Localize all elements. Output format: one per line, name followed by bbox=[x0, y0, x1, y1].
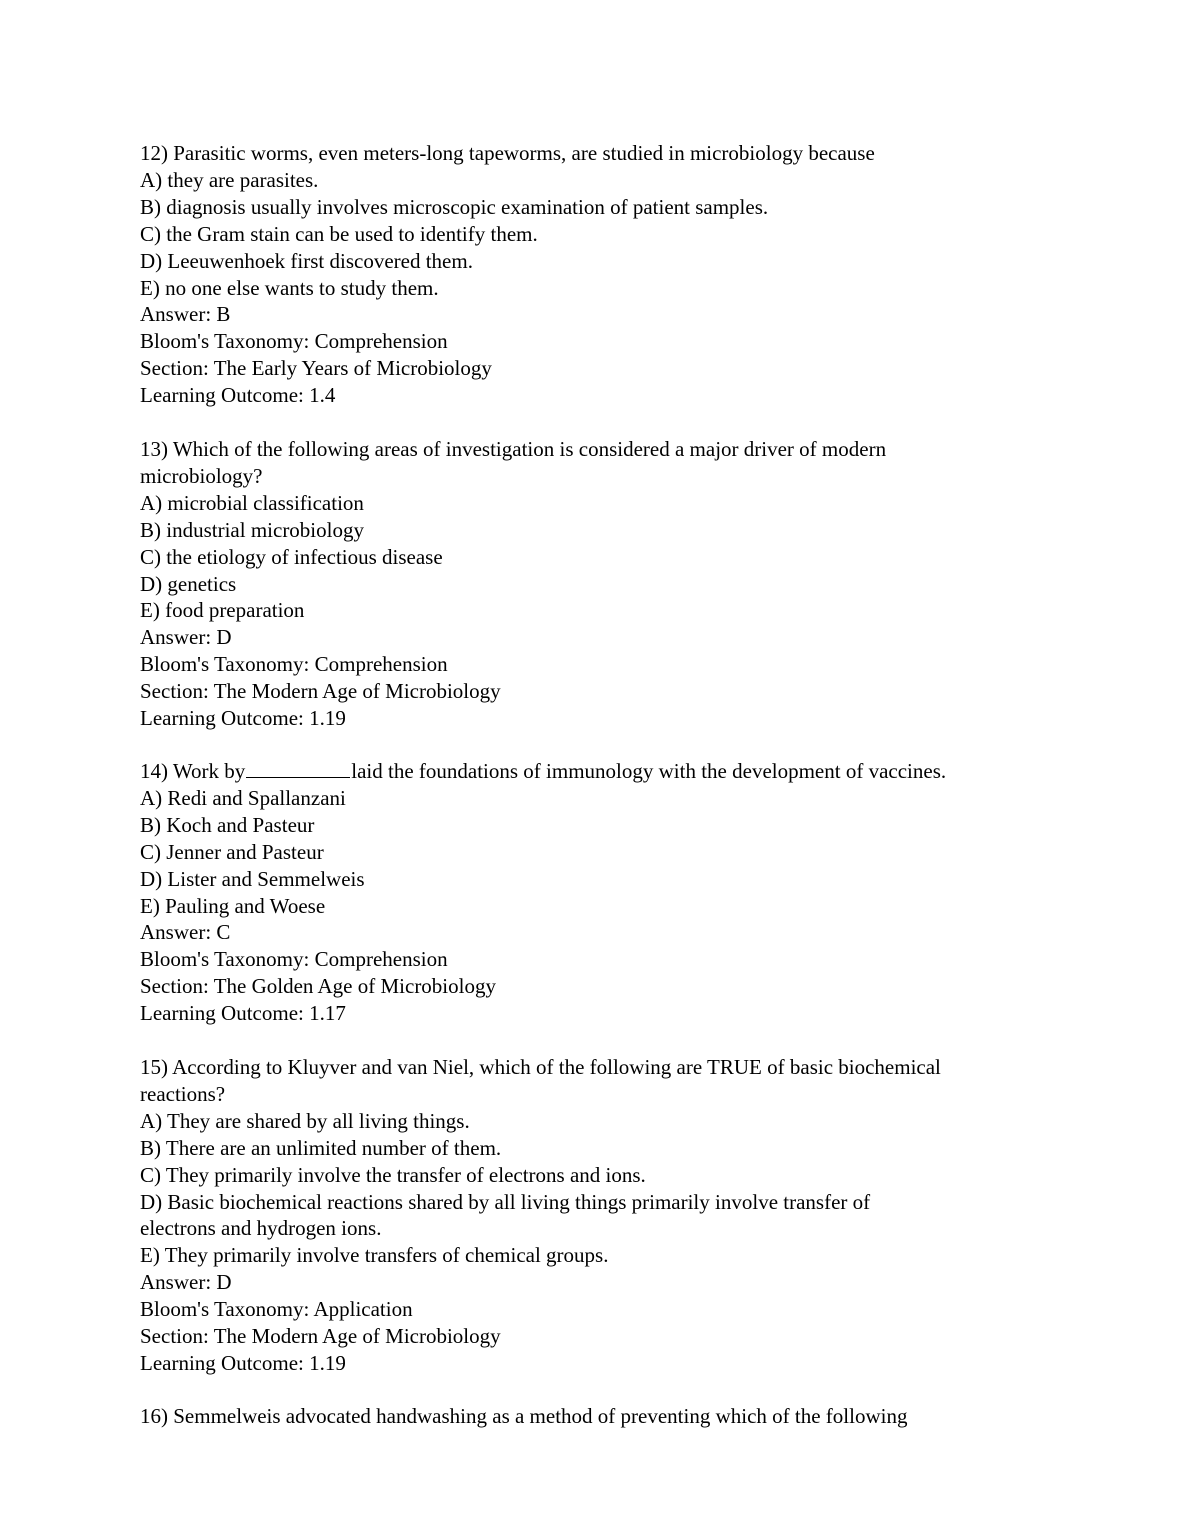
fill-in-blank bbox=[246, 758, 350, 778]
option-d-line-1: D) Basic biochemical reactions shared by all living things primarily involve transfer of bbox=[140, 1189, 871, 1214]
option-b: B) Koch and Pasteur bbox=[140, 812, 315, 837]
blooms-taxonomy: Bloom's Taxonomy: Comprehension bbox=[140, 652, 448, 677]
option-b: B) There are an unlimited number of them. bbox=[140, 1135, 502, 1160]
option-e: E) Pauling and Woese bbox=[140, 893, 326, 918]
learning-outcome: Learning Outcome: 1.4 bbox=[140, 383, 336, 408]
question-12 bbox=[140, 140, 1050, 409]
option-b: B) industrial microbiology bbox=[140, 517, 364, 542]
option-a: A) they are parasites. bbox=[140, 167, 319, 192]
option-d-line-2: electrons and hydrogen ions. bbox=[140, 1216, 382, 1241]
option-e: E) food preparation bbox=[140, 598, 305, 623]
option-d: D) Lister and Semmelweis bbox=[140, 866, 365, 891]
blooms-taxonomy: Bloom's Taxonomy: Comprehension bbox=[140, 947, 448, 972]
section: Section: The Early Years of Microbiology bbox=[140, 356, 492, 381]
option-e: E) They primarily involve transfers of chemical groups. bbox=[140, 1243, 609, 1268]
option-c: C) the etiology of infectious disease bbox=[140, 544, 443, 569]
option-a: A) They are shared by all living things. bbox=[140, 1108, 470, 1133]
answer: Answer: C bbox=[140, 920, 231, 945]
question-stem-line-1: 13) Which of the following areas of investigation is considered a major driver of modern bbox=[140, 437, 887, 461]
answer: Answer: D bbox=[140, 625, 232, 650]
section: Section: The Modern Age of Microbiology bbox=[140, 679, 501, 704]
option-b: B) diagnosis usually involves microscopic examination of patient samples. bbox=[140, 194, 769, 219]
learning-outcome: Learning Outcome: 1.19 bbox=[140, 706, 346, 731]
learning-outcome: Learning Outcome: 1.17 bbox=[140, 1001, 346, 1026]
stem-after-blank: laid the foundations of immunology with the development of vaccines. bbox=[351, 759, 947, 783]
question-stem bbox=[140, 758, 1050, 785]
answer: Answer: D bbox=[140, 1270, 232, 1295]
option-e: E) no one else wants to study them. bbox=[140, 275, 439, 300]
section: Section: The Modern Age of Microbiology bbox=[140, 1324, 501, 1349]
option-c: C) the Gram stain can be used to identify them. bbox=[140, 221, 538, 246]
blooms-taxonomy: Bloom's Taxonomy: Comprehension bbox=[140, 329, 448, 354]
section: Section: The Golden Age of Microbiology bbox=[140, 974, 496, 999]
option-c: C) They primarily involve the transfer of electrons and ions. bbox=[140, 1162, 646, 1187]
question-14 bbox=[140, 758, 1050, 1027]
option-a: A) Redi and Spallanzani bbox=[140, 785, 346, 810]
learning-outcome: Learning Outcome: 1.19 bbox=[140, 1350, 346, 1375]
blooms-taxonomy: Bloom's Taxonomy: Application bbox=[140, 1297, 413, 1322]
stem-before-blank: 14) Work by bbox=[140, 759, 246, 783]
option-a: A) microbial classification bbox=[140, 490, 364, 515]
question-15 bbox=[140, 1054, 1050, 1377]
question-stem-line-1: 15) According to Kluyver and van Niel, which of the following are TRUE of basic biochemical bbox=[140, 1055, 941, 1079]
question-stem: 12) Parasitic worms, even meters-long tapeworms, are studied in microbiology because bbox=[140, 141, 875, 165]
option-c: C) Jenner and Pasteur bbox=[140, 839, 324, 864]
question-13 bbox=[140, 436, 1050, 732]
question-stem: 16) Semmelweis advocated handwashing as a method of preventing which of the following bbox=[140, 1404, 908, 1428]
option-d: D) genetics bbox=[140, 571, 237, 596]
option-d: D) Leeuwenhoek first discovered them. bbox=[140, 248, 473, 273]
question-stem-line-2: reactions? bbox=[140, 1081, 226, 1106]
question-stem-line-2: microbiology? bbox=[140, 463, 263, 488]
question-16 bbox=[140, 1403, 1050, 1430]
answer: Answer: B bbox=[140, 302, 231, 327]
